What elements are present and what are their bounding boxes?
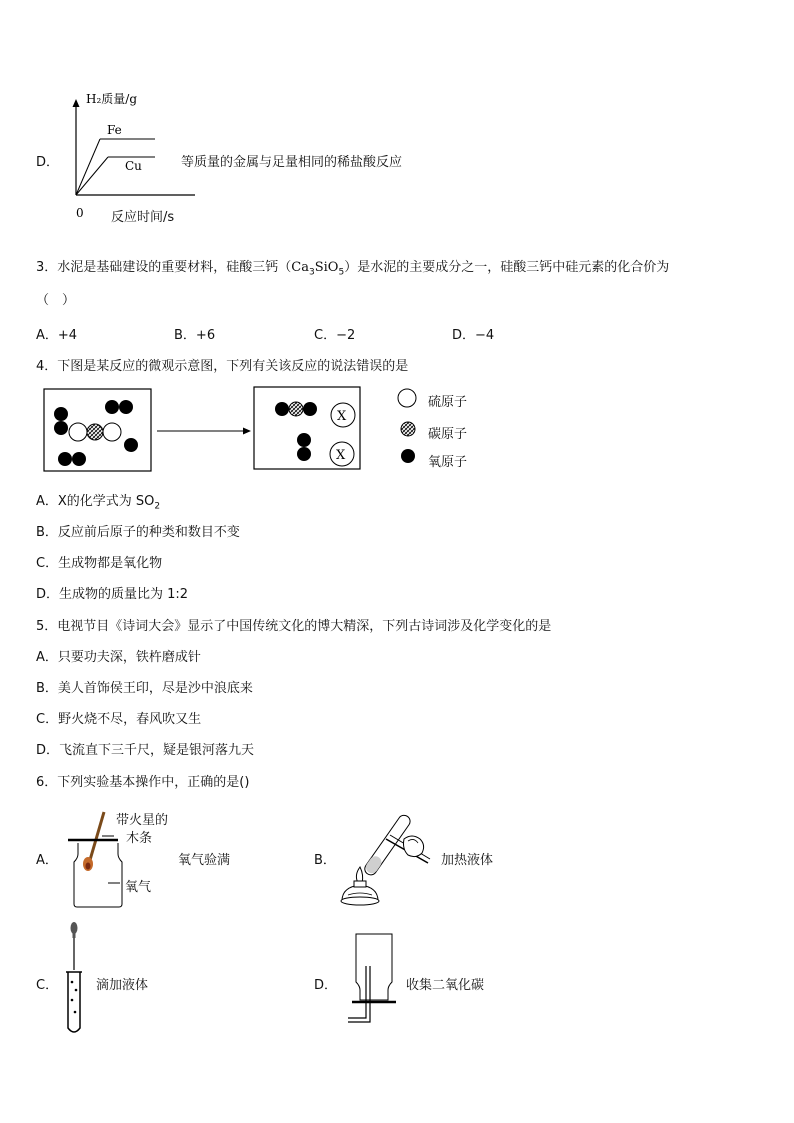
q3-option-b: B．+6	[174, 328, 216, 343]
collect-co2-illustration	[344, 932, 400, 1024]
q2-graph	[60, 85, 200, 225]
x-molecule-2: X	[336, 448, 346, 463]
q6-c-caption: 滴加液体	[96, 978, 149, 993]
q6-a-label-splint-2: 木条	[126, 831, 153, 846]
heating-liquid-illustration	[334, 805, 436, 909]
q2-option-d-letter: D．	[36, 155, 60, 170]
graph-origin: 0	[76, 206, 84, 220]
q6-c-letter: C．	[36, 978, 59, 993]
q6-a-caption: 氧气验满	[178, 853, 231, 868]
q3-option-c: C．−2	[314, 328, 356, 343]
legend-oxygen-label: 氧原子	[428, 455, 468, 470]
q3-option-a: A．+4	[36, 328, 78, 343]
q3-option-d: D．−4	[452, 328, 495, 343]
q4-option-b: B．反应前后原子的种类和数目不变	[36, 525, 240, 540]
q5-option-c: C．野火烧不尽，春风吹又生	[36, 712, 202, 727]
q6-a-label-oxygen: 氧气	[125, 880, 152, 895]
cu-label: Cu	[125, 159, 142, 173]
cu-curve	[76, 157, 108, 195]
legend-oxygen-symbol	[401, 449, 415, 463]
q3-stem: 3．水泥是基础建设的重要材料，硅酸三钙$(Ca_3SiO_5)$是水泥的主要成分之一，硅酸三钙中硅元素的化合价为	[36, 260, 670, 278]
q6-d-caption: 收集二氧化碳	[406, 978, 485, 993]
q6-a-letter: A．	[36, 853, 58, 868]
q5-stem: 5．电视节目《诗词大会》显示了中国传统文化的博大精深，下列古诗词涉及化学变化的是	[36, 619, 552, 634]
q5-option-b: B．美人首饰侯王印，尽是沙中浪底来	[36, 681, 253, 696]
legend-sulfur-symbol	[398, 389, 416, 407]
legend-carbon-symbol	[401, 422, 415, 436]
fe-label: Fe	[107, 123, 122, 137]
legend-carbon-label: 碳原子	[428, 427, 468, 442]
q6-d-letter: D．	[314, 978, 338, 993]
q2-option-d-text: 等质量的金属与足量相同的稀盐酸反应	[181, 155, 403, 170]
q4-stem: 4．下图是某反应的微观示意图，下列有关该反应的说法错误的是	[36, 359, 409, 374]
fe-curve	[76, 139, 100, 195]
q6-b-letter: B．	[314, 853, 336, 868]
q6-a-label-splint-1: 带火星的	[116, 813, 169, 828]
q6-b-caption: 加热液体	[441, 853, 494, 868]
dropping-liquid-illustration	[62, 920, 86, 1038]
q4-option-c: C．生成物都是氧化物	[36, 556, 163, 571]
x-molecule-1: X	[337, 409, 347, 424]
graph-y-label: H₂质量/g	[86, 92, 138, 106]
q4-option-a: A．X的化学式为 $SO_2$	[36, 494, 161, 512]
q3-blank: （ ）	[36, 293, 76, 308]
q4-option-d: D．生成物的质量比为 1:2	[36, 587, 189, 602]
q5-option-d: D．飞流直下三千尺，疑是银河落九天	[36, 743, 255, 758]
q6-stem: 6．下列实验基本操作中，正确的是()	[36, 775, 250, 790]
graph-x-label: 反应时间/s	[111, 210, 175, 225]
q5-option-a: A．只要功夫深，铁杵磨成针	[36, 650, 201, 665]
legend-sulfur-label: 硫原子	[428, 395, 468, 410]
q4-reaction-diagram	[40, 383, 480, 475]
